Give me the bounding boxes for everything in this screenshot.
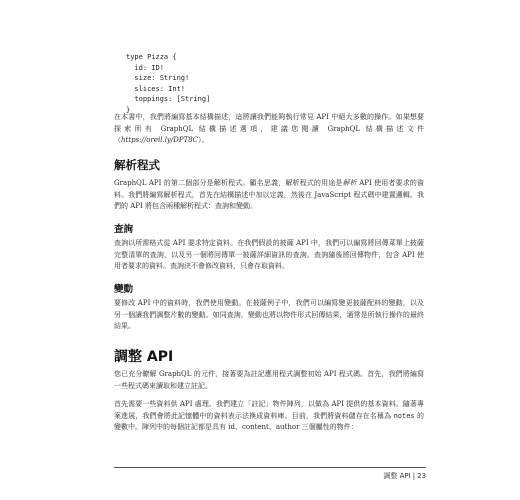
notes-code: notes [393,411,415,420]
code-block: type Pizza { id: ID! size: String! slices: Int! toppings: [String] } [126,53,211,114]
resolvers-text-end: API 使用者要求的資料。我們將編寫解析程式，首先在結構描述中加以定義，然後在 JavaScript 程式碼中建置邏輯。我們的 API 將包含兩種解析程式：查詢和變動。 [114,179,425,211]
footer-divider [114,467,426,468]
footer-separator: | [412,472,416,480]
intro-text-end: ）。 [198,136,209,145]
adapt-paragraph-1: 您已充分瞭解 GraphQL 的元件，接著要為註記應用程式調整初始 API 程式碼。首先，我們將編寫一些程式碼來讀取和建立註記。 [114,370,424,390]
intro-text: 在本書中，我們將編寫基本結構描述，這將讓我們能夠執行常見 API 中絕大多數的操作。如果想要探索所有 GraphQL 結構描述選項，建議您閱讀 GraphQL 結構描述文件（ [114,113,424,145]
footer-chapter-title: 調整 API [383,472,411,480]
intro-paragraph [114,112,424,147]
resolvers-emphasis: 解析 [342,179,357,187]
heading-adapt-api: 調整 API [114,349,174,365]
page-number: 23 [417,472,426,480]
heading-resolvers: 解析程式 [114,158,160,172]
adapt-text: 首先需要一些資料供 API 處理。我們建立「註記」物件陣列，以做為 API 提供的基本資料。隨著專案進展，我們會將此記憶體中的資料表示法換成資料庫。目前，我們將資料儲存在名稱為 [114,400,424,420]
query-paragraph: 查詢以所需格式從 API 要求特定資料。在我們假設的披薩 API 中，我們可以編寫將回傳菜單上披薩完整清單的查詢，以及另一個將回傳單一披薩詳細資訊的查詢。查詢隨後將回傳物件，包含 API 使用者要求的資料。查詢決不會修改資料，只會存取資料。 [114,239,424,271]
adapt-text-end: 的變數中。陣列中的每個註記都是具有 id、content、author 三個屬性的物件： [114,411,424,432]
adapt-paragraph-2 [114,399,424,434]
mutation-paragraph: 要修改 API 中的資料時，我們使用變動。在披薩例子中，我們可以編寫變更披薩配料的變動，以及另一個讓我們調整片數的變動。如同查詢，變動也將以物件形式回傳結果，通常是所執行操作的最終結果。 [114,299,424,331]
page-footer [114,471,426,481]
resolvers-paragraph [114,178,424,213]
heading-mutation: 變動 [114,284,134,295]
doc-link[interactable]: https://oreil.ly/DPT8C [121,136,199,145]
heading-query: 查詢 [114,224,134,235]
resolvers-text: GraphQL API 的第二個部分是解析程式。顧名思義，解析程式的用途是 [114,179,343,187]
